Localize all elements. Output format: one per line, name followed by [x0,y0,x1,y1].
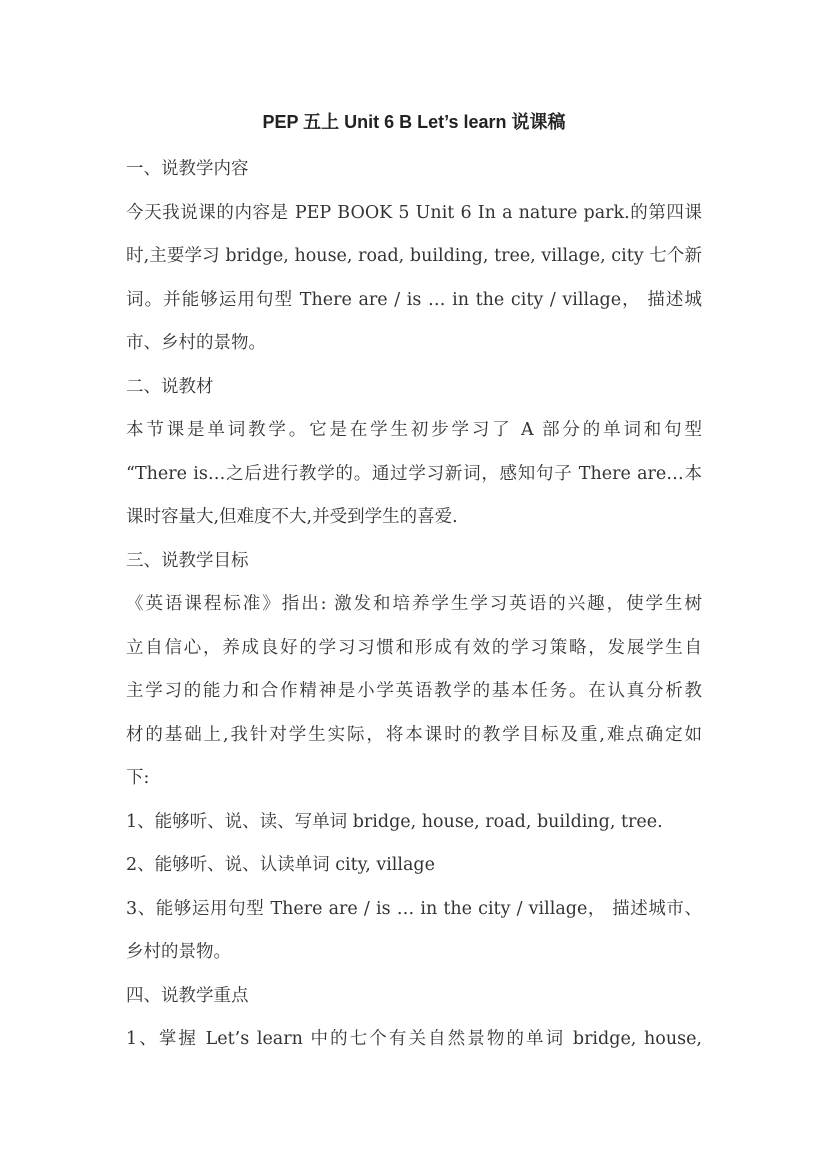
paragraph-line: 本节课是单词教学。它是在学生初步学习了 A 部分的单词和句型 [126,420,702,440]
paragraph-line: 今天我说课的内容是 PEP BOOK 5 Unit 6 In a nature park.的第四课 [126,202,702,223]
paragraph-line: 课时容量大,但难度不大,并受到学生的喜爱. [126,507,458,527]
paragraph-line: 《英语课程标准》指出: 激发和培养学生学习英语的兴趣，使学生树 [126,594,702,614]
goal-item-3-continued: 乡村的景物。 [126,942,231,962]
paragraph-line: 市、乡村的景物。 [126,333,266,353]
section-heading-teaching-goals: 三、说教学目标 [126,550,249,571]
section-heading-key-points: 四、说教学重点 [126,985,249,1006]
paragraph-line: 时,主要学习 bridge, house, road, building, tree, village, city 七个新 [126,246,702,266]
key-point-item-1: 1、掌握 Let’s learn 中的七个有关自然景物的单词 bridge, house, [126,1029,702,1049]
paragraph-line: 下: [126,768,150,788]
paragraph-line: 主学习的能力和合作精神是小学英语教学的基本任务。在认真分析教 [126,681,702,701]
paragraph-line: 立自信心，养成良好的学习习惯和形成有效的学习策略，发展学生自 [126,637,702,658]
section-heading-teaching-content: 一、说教学内容 [126,159,249,179]
document-title: PEP 五上 Unit 6 B Let’s learn 说课稿 [262,112,566,132]
goal-item-3: 3、能够运用句型 There are / is … in the city / village， 描述城市、 [126,898,702,919]
section-heading-textbook: 二、说教材 [126,376,214,397]
paragraph-line: 材的基础上,我针对学生实际，将本课时的教学目标及重,难点确定如 [126,724,702,745]
paragraph-line: 词。并能够运用句型 There are / is … in the city / village， 描述城 [126,289,702,310]
paragraph-line: “There is…之后进行教学的。通过学习新词，感知句子 There are…本 [126,463,702,484]
document-body [126,148,702,1062]
goal-item-2: 2、能够听、说、认读单词 city, village [126,855,435,875]
goal-item-1: 1、能够听、说、读、写单词 bridge, house, road, building, tree. [126,811,663,832]
